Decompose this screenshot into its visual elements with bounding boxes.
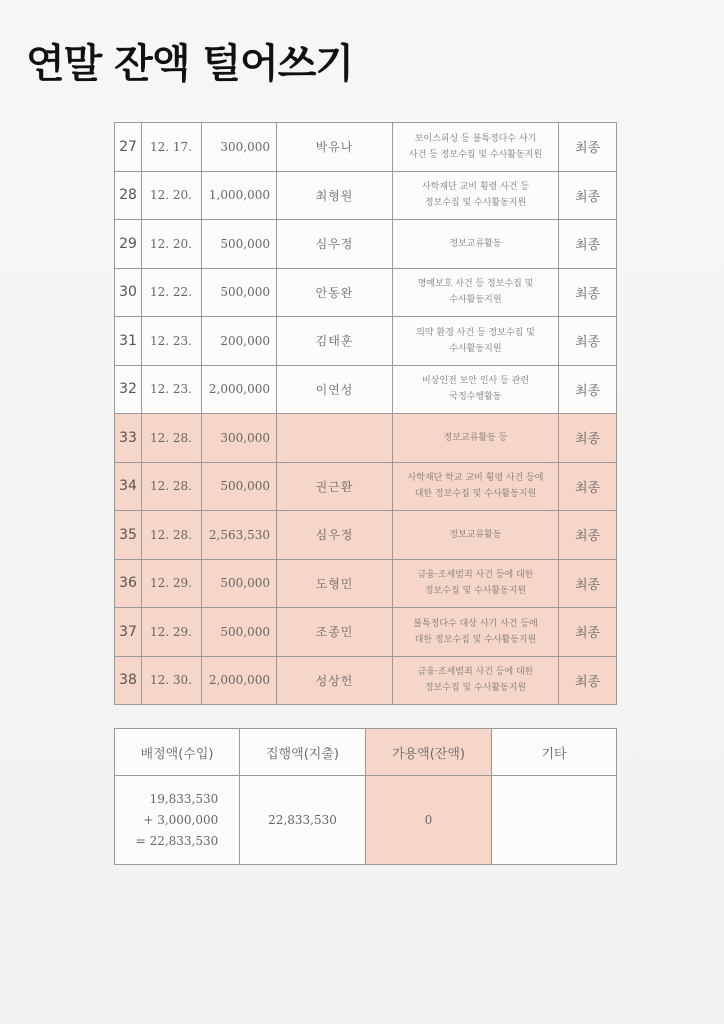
other-header: 기타 [492, 729, 617, 776]
spent-header: 집행액(지출) [240, 729, 366, 776]
row-status: 최종 [559, 559, 617, 608]
description-line: 사학재단 교비 횡령 사건 등 [421, 182, 530, 193]
row-amount: 2,563,530 [202, 511, 277, 560]
row-amount: 300,000 [202, 123, 277, 172]
table-row [115, 559, 617, 608]
row-amount: 2,000,000 [202, 365, 277, 414]
row-name [277, 414, 393, 463]
row-status: 최종 [559, 317, 617, 366]
row-description [393, 171, 559, 220]
row-status: 최종 [559, 462, 617, 511]
description-line: 정보교류활동 [449, 238, 502, 249]
row-description [393, 123, 559, 172]
row-number: 28 [115, 171, 142, 220]
row-amount: 500,000 [202, 268, 277, 317]
row-status: 최종 [559, 608, 617, 657]
row-date: 12. 17. [142, 123, 202, 172]
row-date: 12. 22. [142, 268, 202, 317]
other-cell [492, 776, 617, 865]
row-number: 29 [115, 220, 142, 269]
row-description [393, 317, 559, 366]
table-row [115, 268, 617, 317]
table-row [115, 365, 617, 414]
row-amount: 500,000 [202, 220, 277, 269]
row-name: 권근환 [277, 462, 393, 511]
row-name: 이연성 [277, 365, 393, 414]
row-description [393, 268, 559, 317]
row-name: 최형원 [277, 171, 393, 220]
row-status: 최종 [559, 656, 617, 705]
row-date: 12. 28. [142, 511, 202, 560]
table-row [115, 220, 617, 269]
table-row [115, 317, 617, 366]
description-line: 명예보호 사건 등 정보수집 및 [417, 279, 534, 290]
available-cell: 0 [366, 776, 492, 865]
allocation-addition: + 3,000,000 [143, 812, 219, 827]
row-number: 35 [115, 511, 142, 560]
description-line: 의약 환경 사건 등 정보수집 및 [416, 327, 535, 338]
row-amount: 500,000 [202, 608, 277, 657]
row-date: 12. 20. [142, 171, 202, 220]
description-line: 정보교류활동 [449, 529, 502, 540]
description-line: 정보수집 및 수사활동지원 [424, 198, 527, 209]
allocation-cell [115, 776, 240, 865]
row-name: 안동완 [277, 268, 393, 317]
description-line: 사건 등 정보수집 및 수사활동지원 [408, 149, 543, 160]
row-description [393, 656, 559, 705]
row-description [393, 414, 559, 463]
table-row [115, 171, 617, 220]
row-number: 34 [115, 462, 142, 511]
table-row [115, 608, 617, 657]
row-date: 12. 28. [142, 414, 202, 463]
description-line: 수사활동지원 [449, 343, 502, 354]
row-name: 박유나 [277, 123, 393, 172]
row-status: 최종 [559, 414, 617, 463]
row-description [393, 220, 559, 269]
page-title: 연말 잔액 털어쓰기 [26, 41, 353, 87]
description-line: 정보수집 및 수사활동지원 [424, 586, 527, 597]
available-header: 가용액(잔액) [366, 729, 492, 776]
description-line: 불특정다수 대상 사기 사건 등에 [413, 618, 538, 629]
row-amount: 300,000 [202, 414, 277, 463]
row-status: 최종 [559, 220, 617, 269]
row-name: 심우정 [277, 511, 393, 560]
description-line: 대한 정보수집 및 수사활동지원 [414, 489, 537, 500]
budget-summary-table [114, 728, 617, 865]
row-amount: 200,000 [202, 317, 277, 366]
description-line: 금융·조세범죄 사건 등에 대한 [417, 570, 534, 581]
table-row [115, 511, 617, 560]
row-description [393, 559, 559, 608]
row-date: 12. 29. [142, 559, 202, 608]
row-date: 12. 30. [142, 656, 202, 705]
row-number: 36 [115, 559, 142, 608]
allocation-header: 배정액(수입) [115, 729, 240, 776]
table-row [115, 656, 617, 705]
row-number: 31 [115, 317, 142, 366]
spent-cell: 22,833,530 [240, 776, 366, 865]
row-date: 12. 23. [142, 317, 202, 366]
row-status: 최종 [559, 123, 617, 172]
row-date: 12. 20. [142, 220, 202, 269]
row-number: 37 [115, 608, 142, 657]
row-date: 12. 28. [142, 462, 202, 511]
allocation-total: = 22,833,530 [135, 833, 219, 848]
row-name: 성상헌 [277, 656, 393, 705]
table-row [115, 414, 617, 463]
row-date: 12. 23. [142, 365, 202, 414]
table-row [115, 123, 617, 172]
row-amount: 2,000,000 [202, 656, 277, 705]
expense-ledger-table [114, 122, 617, 705]
row-description [393, 365, 559, 414]
row-name: 김태훈 [277, 317, 393, 366]
row-description [393, 608, 559, 657]
description-line: 대한 정보수집 및 수사활동지원 [414, 634, 537, 645]
description-line: 비상인전 보안 인사 등 관련 [421, 376, 530, 387]
row-amount: 500,000 [202, 559, 277, 608]
row-name: 도형민 [277, 559, 393, 608]
description-line: 수사활동지원 [449, 295, 502, 306]
row-number: 30 [115, 268, 142, 317]
row-number: 38 [115, 656, 142, 705]
row-status: 최종 [559, 171, 617, 220]
row-status: 최종 [559, 365, 617, 414]
row-number: 32 [115, 365, 142, 414]
row-amount: 500,000 [202, 462, 277, 511]
allocation-base: 19,833,530 [149, 791, 219, 806]
row-number: 27 [115, 123, 142, 172]
description-line: 금융·조세범죄 사건 등에 대한 [417, 667, 534, 678]
row-status: 최종 [559, 511, 617, 560]
description-line: 정보교류활동 등 [443, 432, 508, 443]
description-line: 보이스피싱 등 불특정다수 사기 [414, 133, 537, 144]
row-status: 최종 [559, 268, 617, 317]
row-description [393, 462, 559, 511]
row-amount: 1,000,000 [202, 171, 277, 220]
row-name: 심우정 [277, 220, 393, 269]
row-date: 12. 29. [142, 608, 202, 657]
row-name: 조종민 [277, 608, 393, 657]
description-line: 정보수집 및 수사활동지원 [424, 683, 527, 694]
row-description [393, 511, 559, 560]
table-row [115, 462, 617, 511]
row-number: 33 [115, 414, 142, 463]
description-line: 국정수행활동 [449, 392, 502, 403]
description-line: 사학재단 학교 교비 횡령 사건 등에 [407, 473, 544, 484]
